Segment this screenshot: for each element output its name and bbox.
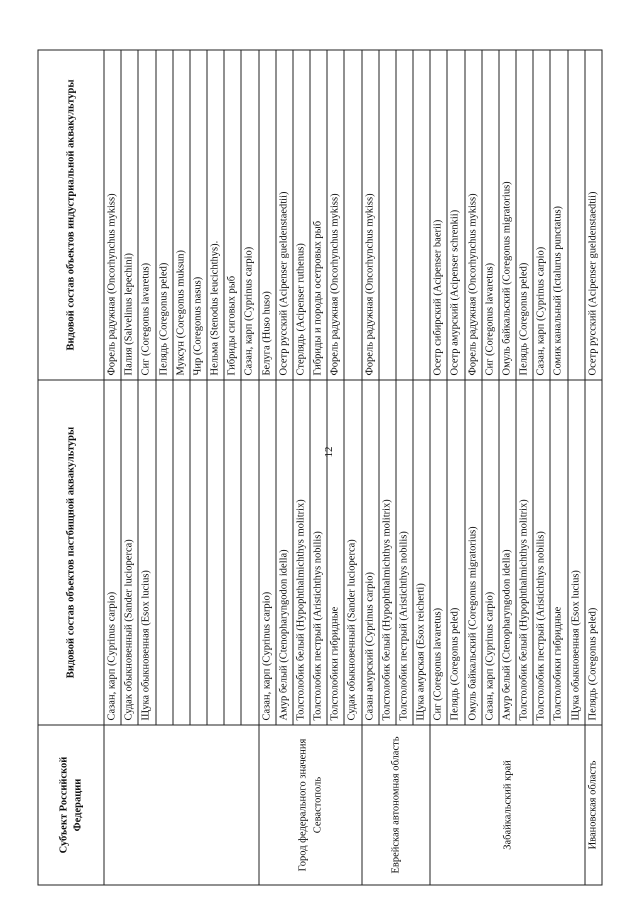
industrial-species-cell: Нельма (Stenodus leucichthys). (207, 50, 224, 380)
industrial-species-cell (413, 50, 430, 380)
pasture-species-cell (224, 380, 241, 725)
industrial-species-cell: Сиг (Coregonus lavaretus) (482, 50, 499, 380)
industrial-species-cell: Осетр русский (Acipenser gueldenstaedtii) (276, 50, 293, 380)
region-cell: Город федерального значения Севастополь (259, 725, 362, 885)
pasture-species-cell: Сиг (Coregonus lavaretus) (430, 380, 447, 725)
pasture-species-cell: Сазан амурский (Cyprinus carpio) (362, 380, 379, 725)
rotated-table-wrapper (38, 51, 603, 886)
industrial-species-cell: Сиг (Coregonus lavaretus) (138, 50, 155, 380)
pasture-species-cell: Толстолобик белый (Hypophthalmichthys molitrix) (293, 380, 310, 725)
industrial-species-cell (396, 50, 413, 380)
pasture-species-cell: Судак обыкновенный (Sander lucioperca) (344, 380, 361, 725)
pasture-species-cell (156, 380, 173, 725)
industrial-species-cell: Пелядь (Coregonus peled) (516, 50, 533, 380)
industrial-species-cell: Белуга (Huso huso) (259, 50, 276, 380)
industrial-species-cell: Форель радужная (Oncorhynchus mykiss) (362, 50, 379, 380)
industrial-species-cell: Чир (Coregonus nasus) (190, 50, 207, 380)
table-row (259, 50, 276, 885)
industrial-species-cell (379, 50, 396, 380)
pasture-species-cell: Сазан, карп (Cyprinus carpio) (104, 380, 121, 725)
industrial-species-cell: Форель радужная (Oncorhynchus mykiss) (327, 50, 344, 380)
pasture-species-cell (173, 380, 190, 725)
industrial-species-cell: Гибриды сиговых рыб (224, 50, 241, 380)
pasture-species-cell: Толстолобик пестрый (Aristichthys nobilis) (533, 380, 550, 725)
region-cell (104, 725, 259, 885)
table-header-row (38, 50, 104, 885)
pasture-species-cell: Сазан, карп (Cyprinus carpio) (482, 380, 499, 725)
pasture-species-cell: Щука обыкновенная (Esox lucius) (138, 380, 155, 725)
region-cell: Ивановская область (585, 725, 602, 885)
table-row (430, 50, 447, 885)
pasture-species-cell (241, 380, 258, 725)
industrial-species-cell: Муксун (Coregonus muksun) (173, 50, 190, 380)
table-body (104, 50, 602, 885)
pasture-species-cell: Толстолобик белый (Hypophthalmichthys molitrix) (379, 380, 396, 725)
header-region: Субъект Российской Федерации (38, 725, 104, 885)
industrial-species-cell (344, 50, 361, 380)
pasture-species-cell (190, 380, 207, 725)
industrial-species-cell: Осетр амурский (Acipenser schrenkii) (447, 50, 464, 380)
pasture-species-cell: Толстолобик белый (Hypophthalmichthys molitrix) (516, 380, 533, 725)
pasture-species-cell: Амур белый (Ctenopharyngodon idella) (276, 380, 293, 725)
pasture-species-cell: Омуль байкальский (Coregonus migratorius) (465, 380, 482, 725)
pasture-species-cell: Амур белый (Ctenopharyngodon idella) (499, 380, 516, 725)
pasture-species-cell: Толстолобики гибридные (327, 380, 344, 725)
pasture-species-cell: Судак обыкновенный (Sander lucioperca) (121, 380, 138, 725)
species-table (38, 50, 603, 886)
pasture-species-cell: Пелядь (Coregonus peled) (585, 380, 602, 725)
industrial-species-cell (568, 50, 585, 380)
industrial-species-cell: Сомик канальный (Ictalurus punctatus) (550, 50, 567, 380)
pasture-species-cell: Толстолобик пестрый (Aristichthys nobilis) (310, 380, 327, 725)
pasture-species-cell: Толстолобики гибридные (550, 380, 567, 725)
pasture-species-cell (207, 380, 224, 725)
pasture-species-cell: Сазан, карп (Cyprinus carpio) (259, 380, 276, 725)
table-row (585, 50, 602, 885)
pasture-species-cell: Щука амурская (Esox reicherti) (413, 380, 430, 725)
pasture-species-cell: Щука обыкновенная (Esox lucius) (568, 380, 585, 725)
industrial-species-cell: Гибриды и породы осетровых рыб (310, 50, 327, 380)
region-cell: Забайкальский край (430, 725, 585, 885)
industrial-species-cell: Осетр русский (Acipenser gueldenstaedtii) (585, 50, 602, 380)
region-cell: Еврейская автономная область (362, 725, 431, 885)
pasture-species-cell: Пелядь (Coregonus peled) (447, 380, 464, 725)
industrial-species-cell: Сазан, карп (Cyprinus carpio) (533, 50, 550, 380)
industrial-species-cell: Форель радужная (Oncorhynchus mykiss) (465, 50, 482, 380)
table-row (362, 50, 379, 885)
page-number: 12 (323, 446, 335, 458)
industrial-species-cell: Омуль байкальский (Coregonus migratorius) (499, 50, 516, 380)
industrial-species-cell: Палия (Salvelinus lepechini) (121, 50, 138, 380)
industrial-species-cell: Стерлядь (Acipenser ruthenus) (293, 50, 310, 380)
industrial-species-cell: Сазан, карп (Cyprinus carpio) (241, 50, 258, 380)
table-row (104, 50, 121, 885)
header-pasture: Видовой состав объектов пастбищной аквакультуры (38, 380, 104, 725)
industrial-species-cell: Форель радужная (Oncorhynchus mykiss) (104, 50, 121, 380)
industrial-species-cell: Пелядь (Coregonus peled) (156, 50, 173, 380)
pasture-species-cell: Толстолобик пестрый (Aristichthys nobilis) (396, 380, 413, 725)
header-industrial: Видовой состав объектов индустриальной аквакультуры (38, 50, 104, 380)
industrial-species-cell: Осетр сибирский (Acipenser baerii) (430, 50, 447, 380)
